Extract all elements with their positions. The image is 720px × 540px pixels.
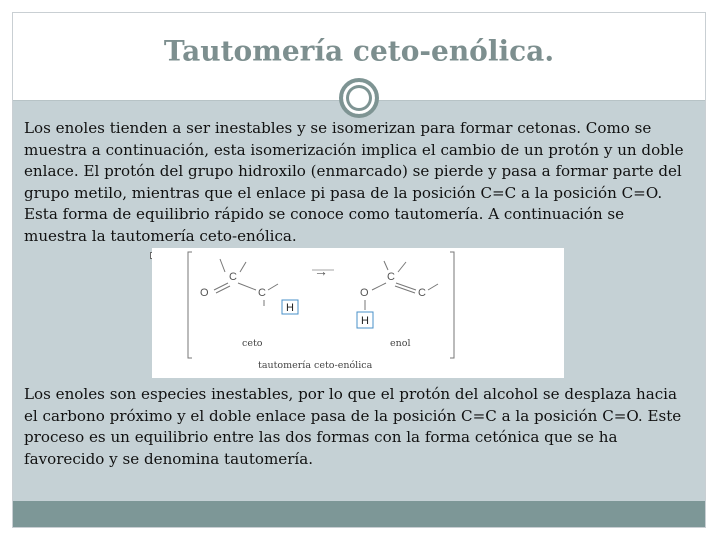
enol-bond [398,262,406,272]
tautomerism-figure [152,248,564,378]
keto-bond [238,283,256,290]
divider-ring-ornament [339,78,379,118]
equilibrium-arrow: → [314,263,328,279]
keto-carbon-2: C [258,287,266,299]
keto-bond [268,284,278,290]
paragraph-intro: Los enoles tienden a ser inestables y se isomerizan para formar cetonas. Como se muestra a continuación, esta isomerización implica el cambio de un protón y un doble enlace. El protón del grupo hidroxilo (enmarcado) se pierde y pasa a formar parte del grupo metilo, mientras que el enlace pi pasa de la posición C=C a la posición C=O. Esta forma de equilibrio rápido se conoce como tautomería. A continuación se muestra la tautomería ceto-enólica. [24,119,684,245]
right-bracket [450,252,454,358]
figure-caption: tautomería ceto-enólica [258,360,373,371]
enol-bond [372,283,386,290]
left-bracket [188,252,192,358]
enol-carbon-1: C [387,271,395,283]
label-enol: enol [390,338,411,349]
keto-bond [240,262,246,272]
enol-bond [384,261,388,270]
enol-double-bond [395,286,415,293]
enol-oxygen: O [360,287,369,299]
keto-bond [214,283,228,290]
enol-carbon-2: C [418,287,426,299]
keto-oxygen: O [200,287,209,299]
enol-hydrogen: H [361,315,369,327]
slide-title: Tautomería ceto-enólica. [163,34,555,68]
enol-bond [428,284,438,290]
tautomerism-diagram [152,248,564,378]
footer-bar [13,501,705,527]
enol-bond [396,283,416,290]
keto-bond [220,259,225,272]
keto-hydrogen: H [286,302,294,314]
label-keto: ceto [242,338,263,349]
keto-carbon-1: C [229,271,237,283]
keto-double-bond [216,286,230,293]
paragraph-conclusion: Los enoles son especies inestables, por lo que el protón del alcohol se desplaza hacia el carbono próximo y el doble enlace pasa de la posición C=C a la posición C=O. Este proceso es un equilibrio entre las dos formas con la forma cetónica que se ha favorecido y se denomina tautomería. [24,385,682,468]
